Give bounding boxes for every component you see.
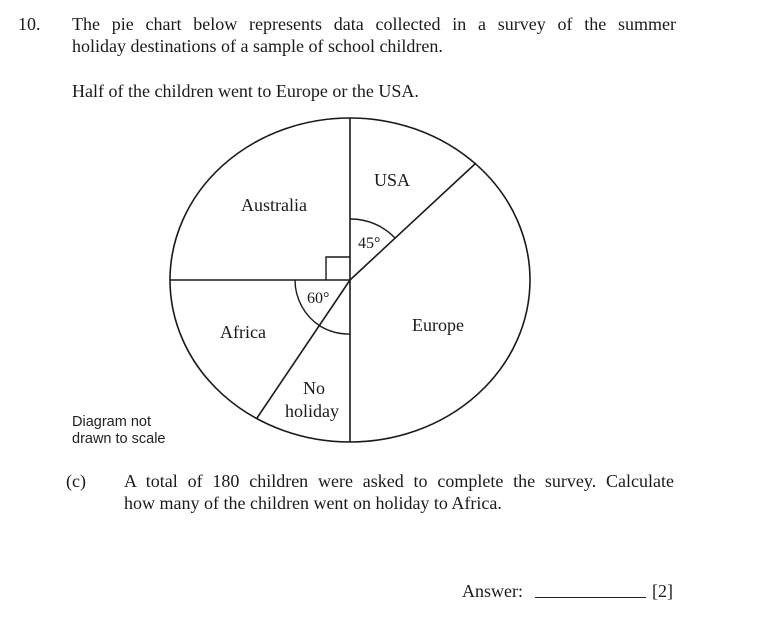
answer-input-line[interactable] [535, 597, 646, 598]
diagram-note-line-2: drawn to scale [72, 431, 166, 447]
question-intro-line-2: holiday destinations of a sample of school children. [72, 36, 443, 56]
angle-label-africa: 60° [307, 290, 330, 307]
label-africa: Africa [220, 322, 266, 342]
question-intro-line-1: The pie chart below represents data collected in a survey of the summer [72, 14, 676, 34]
right-angle-marker [326, 257, 350, 280]
part-c-label: (c) [66, 471, 86, 491]
label-no-holiday-line-1: No [303, 378, 325, 398]
marks-label: [2] [652, 581, 673, 601]
diagram-note-line-1: Diagram not [72, 414, 151, 430]
question-statement: Half of the children went to Europe or the USA. [72, 81, 419, 101]
angle-arc-africa [295, 280, 350, 334]
label-no-holiday-line-2: holiday [285, 401, 339, 421]
angle-label-usa: 45° [358, 235, 381, 252]
part-c-line-1: A total of 180 children were asked to complete the survey. Calculate [124, 471, 674, 491]
label-europe: Europe [412, 315, 464, 335]
label-australia: Australia [241, 195, 307, 215]
part-c-line-2: how many of the children went on holiday to Africa. [124, 493, 502, 513]
label-usa: USA [374, 170, 411, 190]
question-number: 10. [18, 14, 41, 34]
answer-label: Answer: [462, 581, 523, 601]
